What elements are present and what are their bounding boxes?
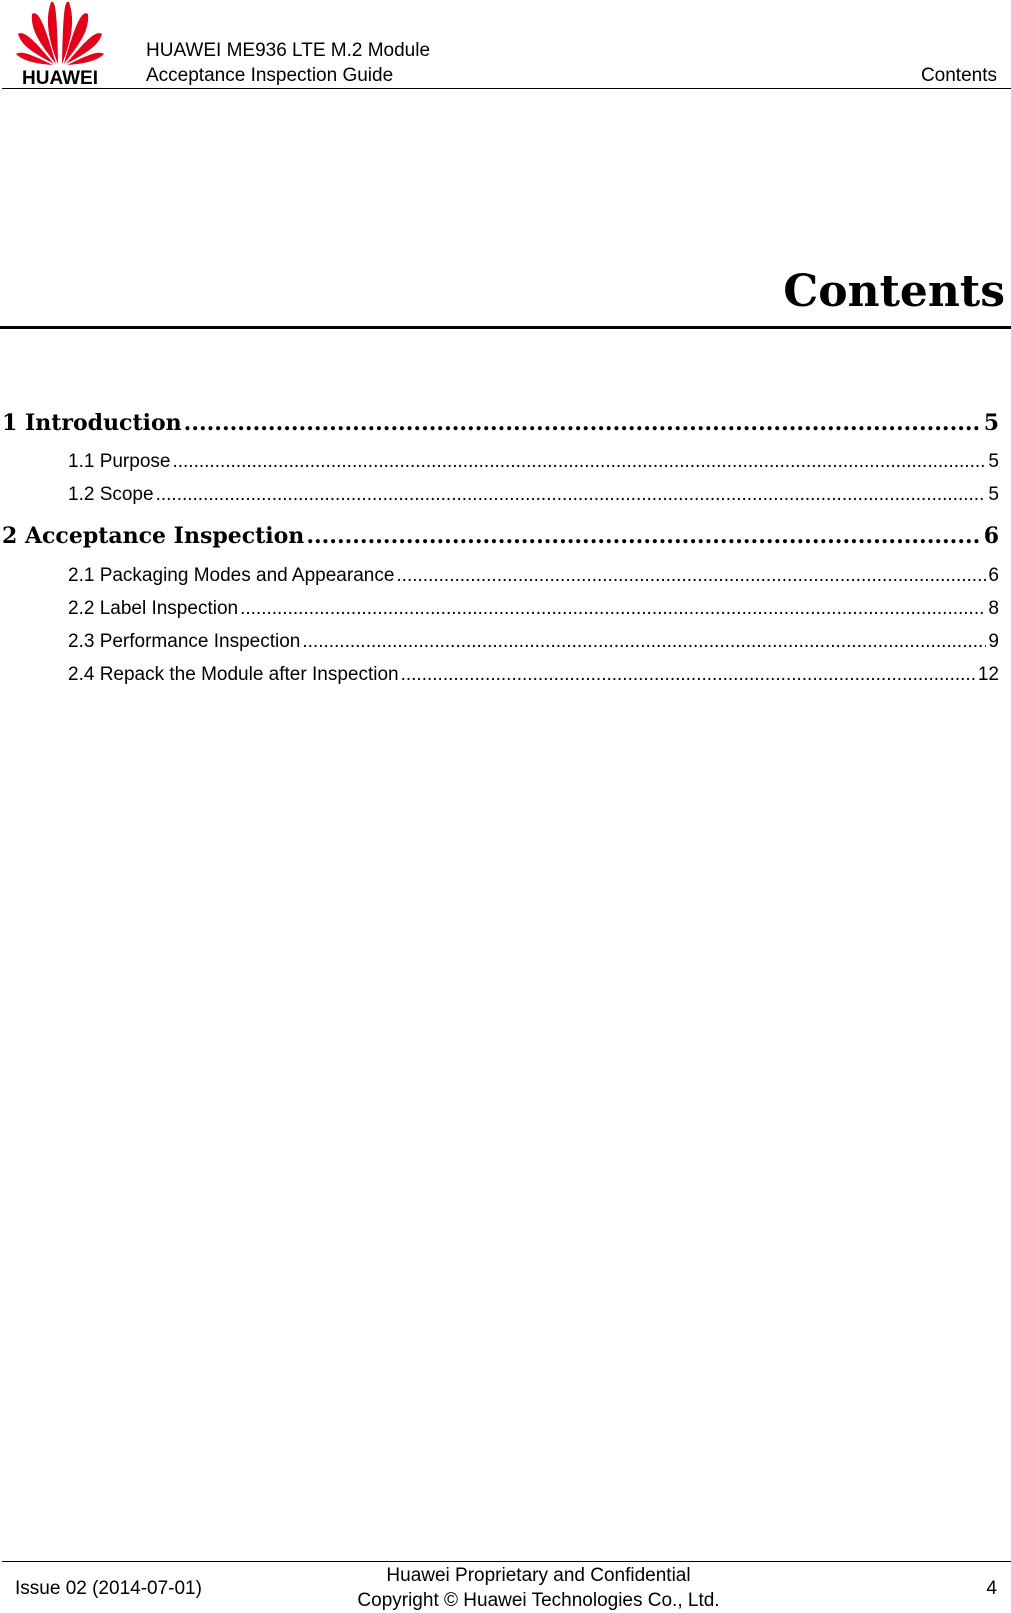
footer-divider <box>2 1561 1011 1562</box>
toc-entry-performance-inspection[interactable] <box>68 631 999 653</box>
header-product-line: HUAWEI ME936 LTE M.2 Module <box>146 40 431 61</box>
toc-leader-dots <box>306 523 981 549</box>
toc-entry-page: 6 <box>988 565 999 586</box>
toc-entry-label: 2.4 Repack the Module after Inspection <box>68 664 399 685</box>
toc-entry-label: 2.1 Packaging Modes and Appearance <box>68 565 395 586</box>
toc-entry-label: 2.2 Label Inspection <box>68 598 239 619</box>
toc-entry-label: 2 Acceptance Inspection <box>2 523 305 549</box>
toc-entry-label: 1 Introduction <box>2 410 182 436</box>
page-title: Contents <box>783 266 1005 317</box>
toc-leader-dots <box>401 664 976 686</box>
toc-leader-dots <box>302 631 986 653</box>
toc-entry-page: 8 <box>988 598 999 619</box>
toc-leader-dots <box>240 598 986 620</box>
huawei-logo-icon <box>14 0 106 66</box>
toc-entry-label: 1.2 Scope <box>68 484 154 505</box>
footer-confidential: Huawei Proprietary and Confidential <box>386 1565 691 1586</box>
toc-entry-repack-module[interactable] <box>68 664 999 686</box>
toc-entry-scope[interactable] <box>68 484 999 506</box>
logo-wordmark: HUAWEI <box>22 68 98 89</box>
footer-issue: Issue 02 (2014-07-01) <box>15 1578 202 1599</box>
toc-leader-dots <box>172 451 986 473</box>
toc-leader-dots <box>184 410 982 436</box>
toc-entry-introduction[interactable] <box>2 410 999 436</box>
toc-entry-page: 5 <box>988 484 999 505</box>
toc-entry-acceptance-inspection[interactable] <box>2 523 999 549</box>
toc-entry-purpose[interactable] <box>68 451 999 473</box>
footer-copyright: Copyright © Huawei Technologies Co., Ltd. <box>357 1590 720 1611</box>
footer-center <box>0 1563 1011 1613</box>
header-document-title: Acceptance Inspection Guide <box>146 65 394 86</box>
toc-entry-page: 5 <box>983 410 999 436</box>
toc-entry-packaging-modes[interactable] <box>68 565 999 587</box>
header-section-name: Contents <box>920 65 997 86</box>
toc-entry-label: 2.3 Performance Inspection <box>68 631 301 652</box>
toc-entry-page: 12 <box>977 664 999 685</box>
toc-entry-page: 9 <box>988 631 999 652</box>
toc-entry-page: 6 <box>983 523 999 549</box>
toc-entry-label: 1.1 Purpose <box>68 451 171 472</box>
toc-leader-dots <box>156 484 987 506</box>
title-divider <box>0 326 1011 329</box>
huawei-logo <box>12 0 108 90</box>
toc-leader-dots <box>396 565 986 587</box>
footer-page-number: 4 <box>986 1578 997 1599</box>
header-divider <box>2 88 1011 89</box>
toc-entry-label-inspection[interactable] <box>68 598 999 620</box>
toc-entry-page: 5 <box>988 451 999 472</box>
